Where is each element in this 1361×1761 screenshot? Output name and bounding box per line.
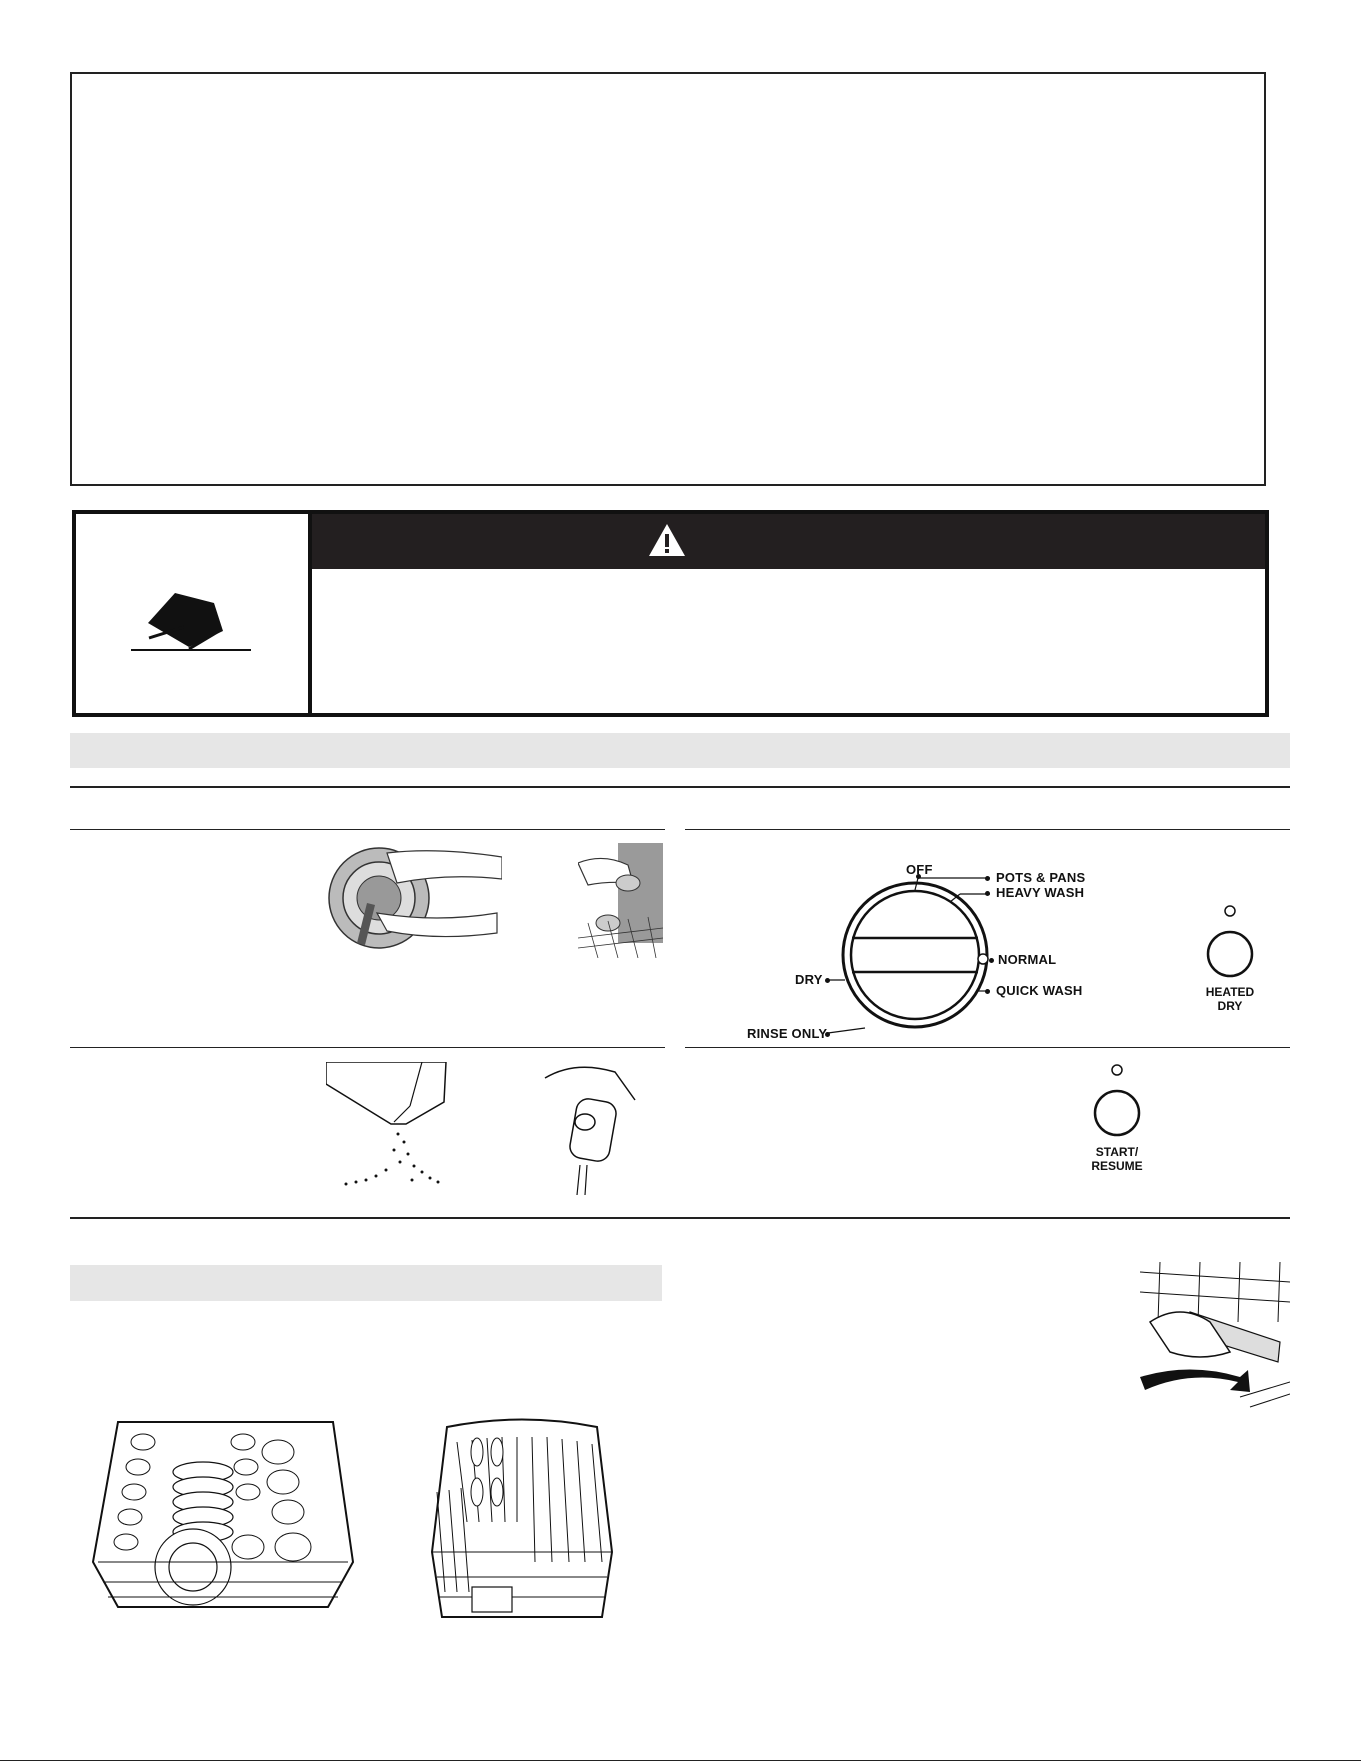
heated-dry-label-line2: DRY — [1217, 999, 1243, 1013]
section-rule — [70, 786, 1290, 788]
liquid-detergent-illustration — [525, 1060, 640, 1198]
start-resume-label-line1: START/ — [1095, 1145, 1139, 1159]
warning-box — [72, 510, 1269, 717]
bottom-section-rule — [70, 1217, 1290, 1219]
dial-label-dry[interactable]: DRY — [795, 972, 823, 987]
lower-section-header-band — [70, 1265, 662, 1301]
heated-dry-label-line1: HEATED — [1205, 985, 1255, 999]
heavy-wash-dot — [985, 891, 990, 896]
spray-arm-illustration — [1140, 1262, 1290, 1412]
scrape-plate-illustration — [327, 843, 502, 953]
dial-label-pots-pans[interactable]: POTS & PANS — [996, 870, 1086, 885]
start-resume-indicator-light — [1110, 1063, 1124, 1077]
heated-dry-button[interactable] — [1204, 928, 1256, 980]
left-column-rule — [70, 829, 665, 830]
right-column-rule — [685, 829, 1290, 830]
tip-over-icon — [131, 589, 251, 659]
start-resume-label — [1077, 1145, 1157, 1173]
warning-header-band — [312, 514, 1265, 569]
top-content-box — [70, 72, 1266, 486]
dial-label-normal[interactable]: NORMAL — [998, 952, 1057, 967]
normal-indicator-icon — [976, 952, 990, 966]
section-header-band — [70, 733, 1290, 768]
upper-rack-illustration — [88, 1412, 358, 1617]
warning-triangle-icon — [647, 522, 687, 558]
dial-label-off[interactable]: OFF — [906, 862, 933, 877]
lower-rack-illustration — [417, 1412, 627, 1622]
dry-dot — [825, 978, 830, 983]
dial-label-rinse-only[interactable]: RINSE ONLY — [747, 1026, 828, 1041]
quick-wash-dot — [985, 989, 990, 994]
start-resume-label-line2: RESUME — [1091, 1159, 1143, 1173]
heated-dry-label — [1190, 985, 1270, 1013]
start-resume-button[interactable] — [1091, 1087, 1143, 1139]
dial-label-heavy-wash[interactable]: HEAVY WASH — [996, 885, 1085, 900]
heated-dry-indicator-light — [1223, 904, 1237, 918]
pots-pans-dot — [985, 876, 990, 881]
left-column-rule-2 — [70, 1047, 665, 1048]
powder-detergent-illustration — [326, 1062, 456, 1197]
load-glasses-illustration — [578, 843, 663, 958]
dial-leader-lines — [820, 868, 1000, 1048]
tip-over-icon-cell — [76, 514, 312, 713]
dial-label-quick-wash[interactable]: QUICK WASH — [996, 983, 1083, 998]
